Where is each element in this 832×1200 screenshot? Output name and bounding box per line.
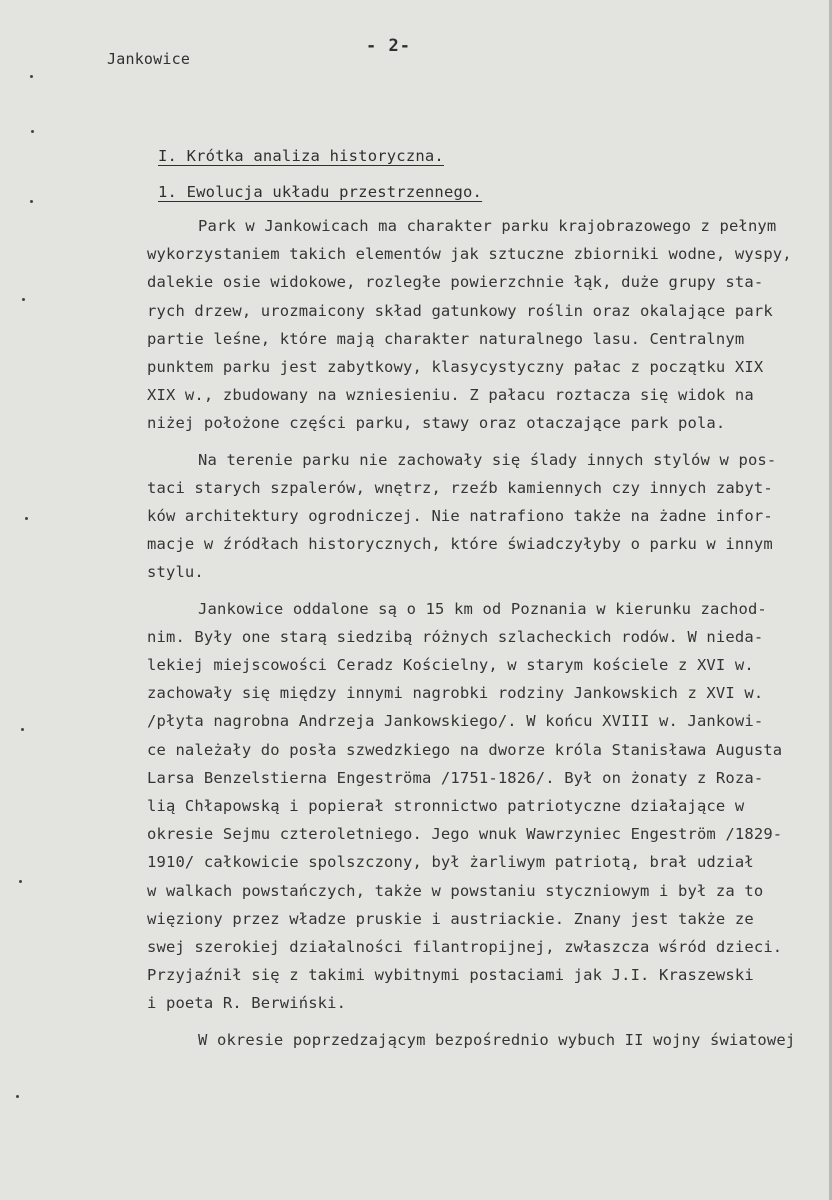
- text-line: rych drzew, urozmaicony skład gatunkowy roślin oraz okalające park: [147, 301, 773, 320]
- text-line: 1910/ całkowicie spolszczony, był żarliwym patriotą, brał udział: [147, 853, 754, 872]
- text-line: macje w źródłach historycznych, które świadczyłyby o parku w innym: [147, 535, 773, 554]
- margin-mark: [16, 1095, 19, 1098]
- text-line: zachowały się między innymi nagrobki rodziny Jankowskich z XVI w.: [147, 684, 764, 703]
- margin-mark: [21, 728, 24, 731]
- margin-mark: [19, 880, 22, 883]
- text-line: więziony przez władze pruskie i austriackie. Znany jest także ze: [147, 909, 754, 928]
- text-line: Larsa Benzelstierna Engeströma /1751-1826/. Był on żonaty z Roza-: [147, 768, 764, 787]
- text-line: taci starych szpalerów, wnętrz, rzeźb kamiennych czy innych zabyt-: [147, 478, 773, 497]
- text-line: /płyta nagrobna Andrzeja Jankowskiego/. W końcu XVIII w. Jankowi-: [147, 712, 764, 731]
- text-line: nim. Były one starą siedzibą różnych szlacheckich rodów. W nieda-: [147, 627, 764, 646]
- margin-mark: [22, 298, 25, 301]
- text-line: Jankowice oddalone są o 15 km od Poznania w kierunku zachod-: [198, 599, 767, 618]
- text-line: Przyjaźnił się z takimi wybitnymi postaciami jak J.I. Kraszewski: [147, 966, 754, 985]
- section-heading: I. Krótka analiza historyczna.: [158, 147, 444, 165]
- subsection-heading: 1. Ewolucja układu przestrzennego.: [158, 183, 483, 201]
- text-line: w walkach powstańczych, także w powstaniu styczniowym i był za to: [147, 881, 764, 900]
- page-number: - 2-: [366, 36, 411, 56]
- text-line: partie leśne, które mają charakter naturalnego lasu. Centralnym: [147, 329, 745, 348]
- header-place-name: Jankowice: [107, 50, 191, 68]
- text-line: ków architektury ogrodniczej. Nie natrafiono także na żadne infor-: [147, 507, 773, 525]
- text-line: okresie Sejmu czteroletniego. Jego wnuk Wawrzyniec Engeström /1829-: [147, 825, 783, 844]
- text-line: i poeta R. Berwiński.: [147, 994, 347, 1013]
- text-line: wykorzystaniem takich elementów jak sztuczne zbiorniki wodne, wyspy,: [147, 245, 792, 264]
- text-line: Park w Jankowicach ma charakter parku krajobrazowego z pełnym: [198, 217, 777, 235]
- text-line: swej szerokiej działalności filantropijnej, zwłaszcza wśród dzieci.: [147, 938, 783, 956]
- text-line: Na terenie parku nie zachowały się ślady innych stylów w pos-: [198, 450, 777, 469]
- text-line: lekiej miejscowości Ceradz Kościelny, w starym kościele z XVI w.: [147, 656, 754, 674]
- text-line: niżej położone części parku, stawy oraz otaczające park pola.: [147, 414, 726, 433]
- margin-mark: [30, 75, 33, 78]
- margin-mark: [25, 517, 28, 520]
- text-line: lią Chłapowską i popierał stronnictwo patriotyczne działające w: [147, 797, 745, 815]
- text-line: XIX w., zbudowany na wzniesieniu. Z pałacu roztacza się widok na: [147, 386, 754, 405]
- text-line: W okresie poprzedzającym bezpośrednio wybuch II wojny światowej: [198, 1030, 796, 1049]
- text-line: dalekie osie widokowe, rozległe powierzchnie łąk, duże grupy sta-: [147, 273, 764, 292]
- text-line: ce należały do posła szwedzkiego na dworze króla Stanisława Augusta: [147, 740, 783, 759]
- text-line: stylu.: [147, 563, 204, 582]
- text-line: punktem parku jest zabytkowy, klasycystyczny pałac z początku XIX: [147, 358, 764, 376]
- margin-mark: [30, 200, 33, 203]
- margin-mark: [31, 130, 34, 133]
